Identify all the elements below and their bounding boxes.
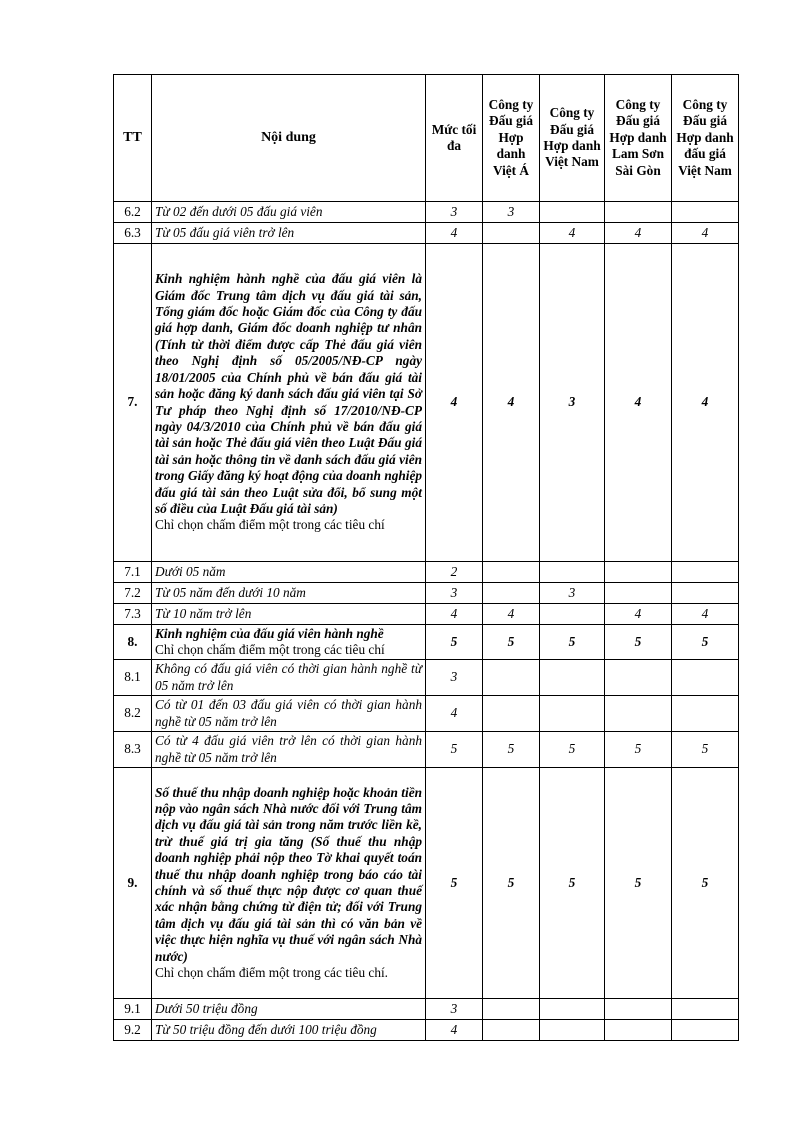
row-company-2: 4 [540,223,605,244]
table-row [114,244,739,562]
row-tt: 7.1 [114,562,152,583]
table-row [114,732,739,768]
row-company-2: 3 [540,244,605,562]
row-max: 4 [426,1020,483,1041]
row-tt: 8.2 [114,696,152,732]
row-company-3 [605,1020,672,1041]
row-company-2: 3 [540,583,605,604]
row-company-1: 5 [483,768,540,999]
row-tt: 7.3 [114,604,152,625]
row-tt: 9.1 [114,999,152,1020]
table-row [114,562,739,583]
row-max: 4 [426,223,483,244]
table-row [114,583,739,604]
row-content [152,768,426,999]
header-company-4: Công ty Đấu giá Hợp danh đấu giá Việt Nam [672,75,739,202]
criterion-text: Kinh nghiệm của đấu giá viên hành nghề [155,625,384,641]
row-company-2 [540,562,605,583]
criterion-note: Chỉ chọn chấm điểm một trong các tiêu chí. [155,965,389,981]
row-company-4 [672,562,739,583]
row-tt: 8. [114,625,152,660]
row-tt: 8.1 [114,660,152,696]
row-max: 4 [426,244,483,562]
row-company-3: 4 [605,244,672,562]
row-company-3: 5 [605,768,672,999]
row-content: Từ 02 đến dưới 05 đấu giá viên [152,202,426,223]
criterion-note: Chỉ chọn chấm điểm một trong các tiêu chí [155,517,385,533]
row-max: 3 [426,583,483,604]
table-row [114,768,739,999]
table-row [114,625,739,660]
row-company-2: 5 [540,625,605,660]
row-company-1 [483,562,540,583]
row-max: 5 [426,768,483,999]
row-company-3: 5 [605,625,672,660]
row-company-2 [540,660,605,696]
row-company-1 [483,696,540,732]
row-tt: 6.2 [114,202,152,223]
row-max: 3 [426,660,483,696]
row-company-4 [672,1020,739,1041]
row-content [152,244,426,562]
row-company-2 [540,1020,605,1041]
row-max: 5 [426,732,483,768]
row-company-1: 5 [483,625,540,660]
row-content: Có từ 01 đến 03 đấu giá viên có thời gian hành nghề từ 05 năm trở lên [152,696,426,732]
row-content: Dưới 50 triệu đồng [152,999,426,1020]
header-row [114,75,739,202]
header-content: Nội dung [152,75,426,202]
row-tt: 7.2 [114,583,152,604]
row-company-4: 4 [672,223,739,244]
header-tt: TT [114,75,152,202]
row-max: 5 [426,625,483,660]
row-company-4: 5 [672,732,739,768]
row-company-3 [605,583,672,604]
header-company-2: Công ty Đấu giá Hợp danh Việt Nam [540,75,605,202]
table-row [114,604,739,625]
row-company-4 [672,696,739,732]
table-row [114,202,739,223]
row-content: Từ 50 triệu đồng đến dưới 100 triệu đồng [152,1020,426,1041]
row-company-3: 4 [605,604,672,625]
row-company-1: 4 [483,604,540,625]
row-company-3 [605,562,672,583]
row-company-1 [483,999,540,1020]
row-company-2 [540,696,605,732]
row-company-4: 4 [672,604,739,625]
row-content: Dưới 05 năm [152,562,426,583]
header-company-1: Công ty Đấu giá Hợp danh Việt Á [483,75,540,202]
row-company-3: 4 [605,223,672,244]
row-content [152,625,426,660]
row-company-4 [672,583,739,604]
table-row [114,696,739,732]
row-tt: 6.3 [114,223,152,244]
criterion-text: Số thuế thu nhập doanh nghiệp hoặc khoản tiền nộp vào ngân sách Nhà nước đối với Trung tâm dịch vụ đấu giá tài sản trong năm trước liền kề, trừ thuế giá trị gia tăng (Số thuế thu nhập doanh nghiệp phải nộp theo Tờ khai quyết toán thuế thu nhập doanh nghiệp trong báo cáo tài chính và số thuế thực nộp được cơ quan thuế xác nhận bằng chứng từ điện tử; đối với Trung tâm dịch vụ đấu giá tài sản thì có văn bản về việc thực hiện nghĩa vụ thuế với ngân sách Nhà nước) [155,784,422,964]
row-company-3 [605,202,672,223]
row-company-3 [605,999,672,1020]
row-company-1: 3 [483,202,540,223]
row-company-4: 5 [672,625,739,660]
row-max: 4 [426,696,483,732]
row-tt: 8.3 [114,732,152,768]
row-max: 3 [426,202,483,223]
row-company-2 [540,604,605,625]
row-tt: 7. [114,244,152,562]
table-row [114,660,739,696]
row-company-1 [483,583,540,604]
row-tt: 9.2 [114,1020,152,1041]
table-row [114,1020,739,1041]
row-max: 2 [426,562,483,583]
criterion-note: Chỉ chọn chấm điểm một trong các tiêu chí [155,642,385,657]
row-company-1 [483,223,540,244]
row-content: Từ 05 năm đến dưới 10 năm [152,583,426,604]
table-row [114,999,739,1020]
row-company-4 [672,660,739,696]
header-max: Mức tối đa [426,75,483,202]
row-company-2: 5 [540,732,605,768]
row-company-2 [540,999,605,1020]
row-company-1: 5 [483,732,540,768]
row-company-4: 5 [672,768,739,999]
criterion-text: Kinh nghiệm hành nghề của đấu giá viên là Giám đốc Trung tâm dịch vụ đấu giá tài sản, Tổng giám đốc hoặc Giám đốc của Công ty đấu giá hợp danh, Giám đốc doanh nghiệp tư nhân (Tính từ thời điểm được cấp Thẻ đấu giá viên theo Nghị định số 05/2005/NĐ-CP ngày 18/01/2005 của Chính phủ về bán đấu giá tài sản hoặc đăng ký danh sách đấu giá viên tại Sở Tư pháp theo Nghị định số 17/2010/NĐ-CP ngày 04/3/2010 của Chính phủ về bán đấu giá tài sản hoặc Thẻ đấu giá viên theo Luật Đấu giá tài sản hoặc thông tin về danh sách đấu giá viên trong Giấy đăng ký hoạt động của doanh nghiệp đấu giá tài sản theo Luật sửa đổi, bổ sung một số điều của Luật Đấu giá tài sản) [155,271,422,516]
row-content: Không có đấu giá viên có thời gian hành nghề từ 05 năm trở lên [152,660,426,696]
row-company-4 [672,202,739,223]
row-company-2: 5 [540,768,605,999]
row-company-1: 4 [483,244,540,562]
row-company-3 [605,696,672,732]
row-max: 3 [426,999,483,1020]
row-content: Từ 05 đấu giá viên trở lên [152,223,426,244]
criteria-table [113,74,739,1041]
row-company-1 [483,660,540,696]
row-content: Có từ 4 đấu giá viên trở lên có thời gian hành nghề từ 05 năm trở lên [152,732,426,768]
row-company-3: 5 [605,732,672,768]
table-row [114,223,739,244]
header-company-3: Công ty Đấu giá Hợp danh Lam Sơn Sài Gòn [605,75,672,202]
row-company-3 [605,660,672,696]
row-company-2 [540,202,605,223]
row-tt: 9. [114,768,152,999]
row-company-4 [672,999,739,1020]
row-content: Từ 10 năm trở lên [152,604,426,625]
row-company-4: 4 [672,244,739,562]
row-company-1 [483,1020,540,1041]
row-max: 4 [426,604,483,625]
